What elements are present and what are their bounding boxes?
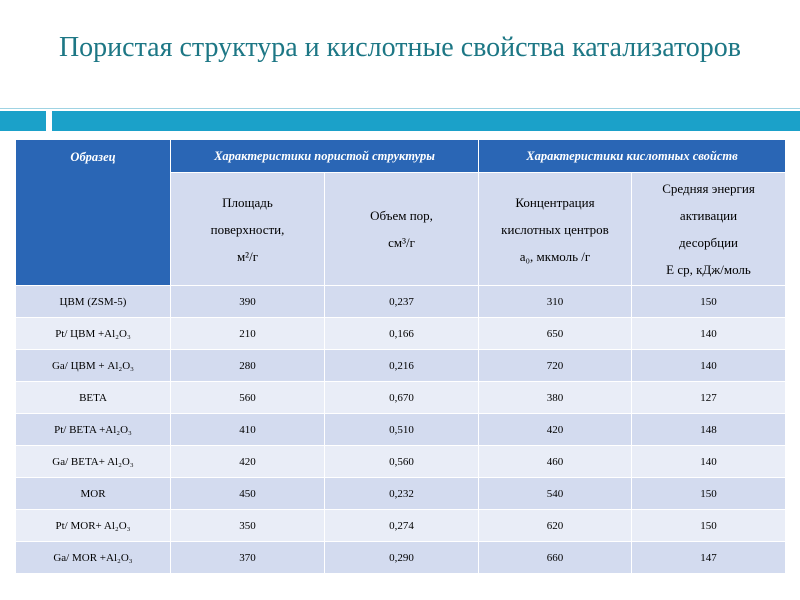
cell-area: 390: [171, 286, 325, 318]
cell-energy: 150: [632, 286, 786, 318]
cell-volume: 0,274: [325, 510, 479, 542]
cell-sample: BETA: [16, 382, 171, 414]
subheader-surface-area: Площадь поверхности, м²/г: [171, 173, 325, 286]
subheader-acid-concentration: Концентрация кислотных центров а₀, мкмоль /г: [479, 173, 632, 286]
cell-volume: 0,670: [325, 382, 479, 414]
cell-energy: 127: [632, 382, 786, 414]
cell-energy: 150: [632, 510, 786, 542]
catalyst-properties-table: [15, 139, 786, 574]
cell-sample: Ga/ BETA+ Al₂O₃: [16, 446, 171, 478]
cell-volume: 0,290: [325, 542, 479, 574]
table-row: [16, 350, 786, 382]
cell-volume: 0,510: [325, 414, 479, 446]
cell-sample: Ga/ MOR +Al₂O₃: [16, 542, 171, 574]
cell-area: 420: [171, 446, 325, 478]
cell-sample: Pt/ BETA +Al₂O₃: [16, 414, 171, 446]
cell-sample: Pt/ ЦВМ +Al₂O₃: [16, 318, 171, 350]
accent-bar-small: [0, 111, 46, 131]
cell-energy: 140: [632, 318, 786, 350]
cell-concentration: 540: [479, 478, 632, 510]
cell-volume: 0,216: [325, 350, 479, 382]
table-row: [16, 318, 786, 350]
table-row: [16, 414, 786, 446]
table-row: [16, 542, 786, 574]
cell-volume: 0,232: [325, 478, 479, 510]
table-row: [16, 382, 786, 414]
cell-concentration: 720: [479, 350, 632, 382]
cell-area: 450: [171, 478, 325, 510]
cell-concentration: 380: [479, 382, 632, 414]
cell-area: 410: [171, 414, 325, 446]
cell-energy: 140: [632, 350, 786, 382]
cell-sample: Ga/ ЦВМ + Al₂O₃: [16, 350, 171, 382]
header-porous-structure: Характеристики пористой структуры: [171, 140, 479, 173]
title-divider-line: [0, 108, 800, 109]
cell-concentration: 460: [479, 446, 632, 478]
cell-volume: 0,166: [325, 318, 479, 350]
accent-bar-large: [52, 111, 800, 131]
cell-concentration: 660: [479, 542, 632, 574]
cell-area: 560: [171, 382, 325, 414]
cell-energy: 147: [632, 542, 786, 574]
cell-area: 210: [171, 318, 325, 350]
cell-concentration: 620: [479, 510, 632, 542]
table-row: [16, 478, 786, 510]
subheader-pore-volume: Объем пор, см³/г: [325, 173, 479, 286]
table-row: [16, 446, 786, 478]
cell-sample: MOR: [16, 478, 171, 510]
cell-energy: 150: [632, 478, 786, 510]
cell-volume: 0,237: [325, 286, 479, 318]
cell-area: 280: [171, 350, 325, 382]
cell-sample: Pt/ MOR+ Al₂O₃: [16, 510, 171, 542]
cell-area: 370: [171, 542, 325, 574]
cell-sample: ЦВМ (ZSM-5): [16, 286, 171, 318]
cell-concentration: 650: [479, 318, 632, 350]
cell-concentration: 310: [479, 286, 632, 318]
cell-concentration: 420: [479, 414, 632, 446]
subheader-activation-energy: Средняя энергия активации десорбции Е ср, кДж/моль: [632, 173, 786, 286]
cell-energy: 140: [632, 446, 786, 478]
slide-title: Пористая структура и кислотные свойства катализаторов: [58, 32, 742, 63]
table-row: [16, 286, 786, 318]
cell-volume: 0,560: [325, 446, 479, 478]
table-row: [16, 510, 786, 542]
cell-area: 350: [171, 510, 325, 542]
cell-energy: 148: [632, 414, 786, 446]
header-sample: Образец: [16, 140, 171, 286]
header-acid-properties: Характеристики кислотных свойств: [479, 140, 786, 173]
